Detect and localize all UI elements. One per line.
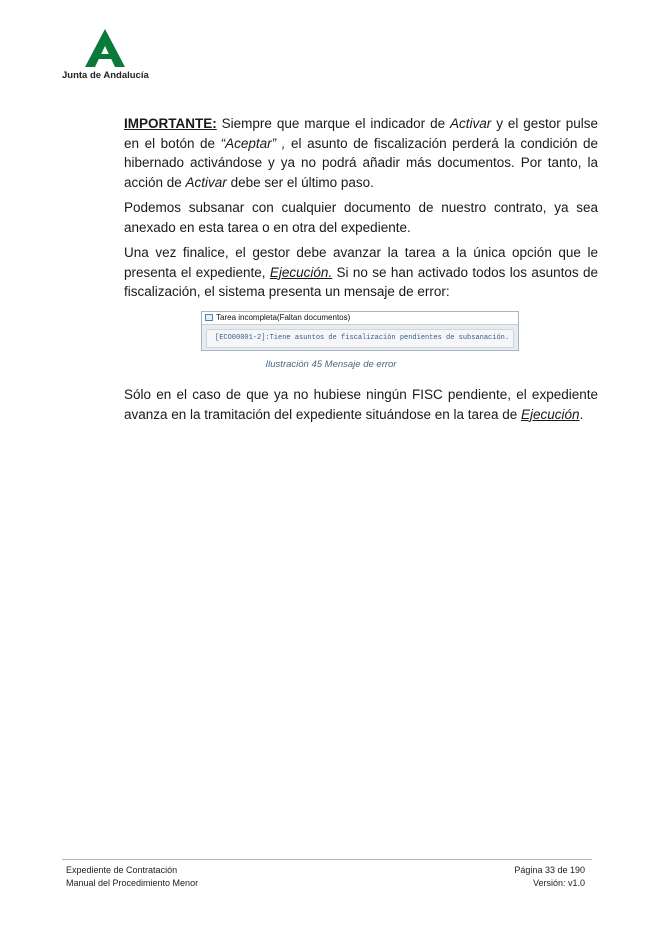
version: Versión: v1.0 — [532, 878, 585, 888]
important-label: IMPORTANTE: — [124, 116, 217, 131]
footer-left — [66, 864, 198, 890]
footer-divider — [62, 859, 592, 860]
text-run: Sólo en el caso de que ya no hubiese ningún FISC pendiente, el expediente avanza en la tramitación del expediente situándose en la tarea de — [124, 387, 598, 422]
dialog-title: Tarea incompleta(Faltan documentos) — [216, 313, 351, 322]
junta-logo — [62, 28, 162, 88]
paragraph-fisc — [124, 385, 598, 424]
italic-run: Ejecución. — [269, 264, 333, 280]
figure-caption: Ilustración 45 Mensaje de error — [265, 359, 397, 370]
italic-run: Activar — [450, 116, 492, 131]
junta-logo-icon — [84, 28, 126, 68]
paragraph-important — [124, 114, 598, 192]
text-run: debe ser el último paso. — [226, 174, 374, 190]
italic-run: Activar — [185, 174, 227, 190]
dialog-titlebar — [202, 312, 518, 325]
footer-doc-title: Expediente de Contratación — [66, 865, 178, 875]
page-number: Página 33 de 190 — [514, 865, 585, 875]
italic-run: Ejecución — [521, 406, 580, 422]
footer-right — [514, 864, 585, 890]
text-run: Siempre que marque el indicador de — [216, 116, 451, 131]
logo-text: Junta de Andalucía — [62, 70, 149, 81]
italic-run: “Aceptar” , — [220, 135, 286, 151]
text-run: . — [579, 406, 584, 422]
footer-manual-title: Manual del Procedimiento Menor — [66, 878, 199, 888]
text-run: y el gestor pulse en el botón de — [124, 116, 598, 151]
text-run: Una vez finalice, el gestor debe avanzar la tarea a la única opción que le presenta el expediente, — [124, 245, 598, 280]
paragraph-subsanar: Podemos subsanar con cualquier documento de nuestro contrato, ya sea anexado en esta tarea o en otra del expediente. — [124, 200, 598, 235]
text-run: el asunto de fiscalización perderá la condición de hibernado activándose y ya no podrá añadir más documentos. Por tanto, la acción de — [124, 135, 598, 190]
document-body — [124, 114, 598, 308]
window-icon — [205, 314, 213, 321]
document-body-continued — [124, 385, 598, 424]
paragraph-finalice — [124, 243, 598, 302]
error-message: [ECO00001-2]:Tiene asuntos de fiscalización pendientes de subsanación. — [206, 329, 514, 348]
error-dialog-screenshot — [201, 311, 519, 351]
text-run: Si no se han activado todos los asuntos de fiscalización, el sistema presenta un mensaje de error: — [124, 264, 598, 299]
